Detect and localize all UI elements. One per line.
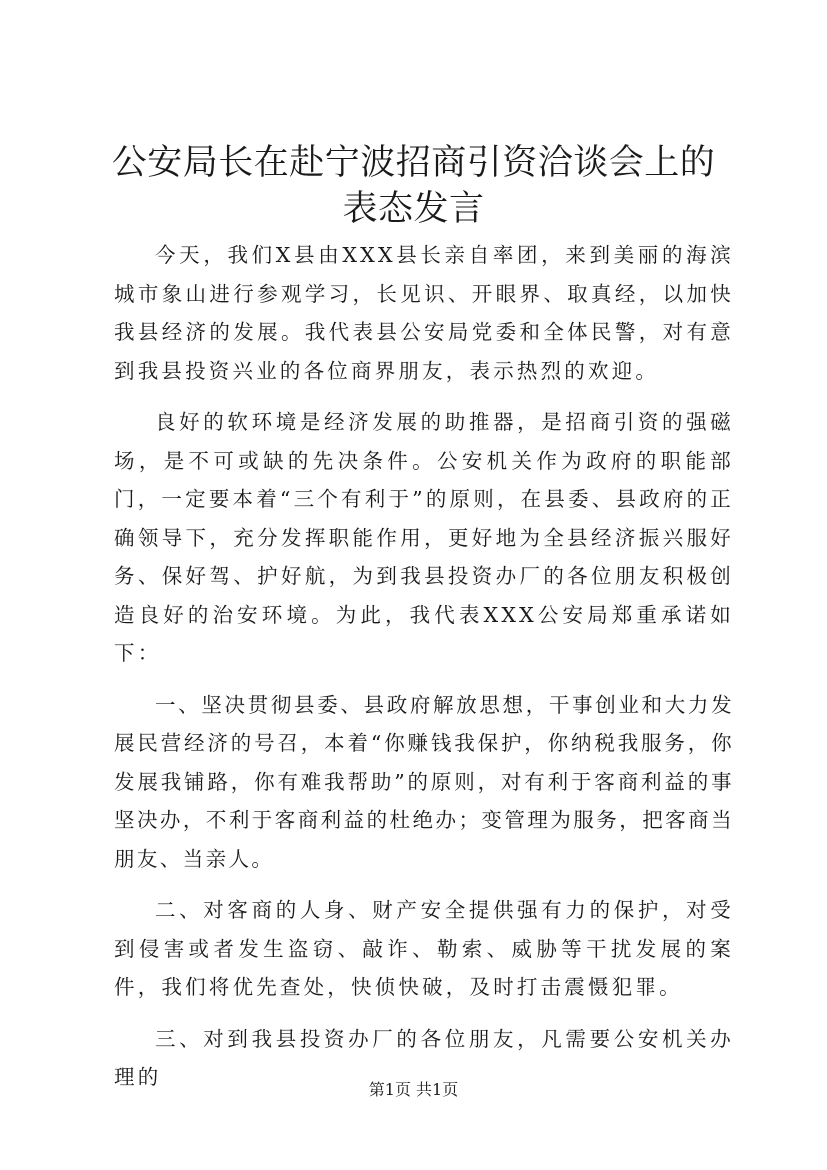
paragraph-commitment-3: 三、对到我县投资办厂的各位朋友，凡需要公安机关办理的 — [114, 1026, 734, 1089]
paragraph-commitment-2: 二、对客商的人身、财产安全提供强有力的保护，对受到侵害或者发生盗窃、敲诈、勒索、威胁等干扰发展的案件，我们将优先查处，快侦快破，及时打击震慑犯罪。 — [114, 898, 734, 999]
document-title: 公安局长在赴宁波招商引资洽谈会上的表态发言 — [111, 143, 716, 229]
document-body — [114, 236, 734, 1110]
paragraph-environment: 良好的软环境是经济发展的助推器，是招商引资的强磁场，是不可或缺的先决条件。公安机关作为政府的职能部门，一定要本着“三个有利于”的原则，在县委、县政府的正确领导下，充分发挥职能作用，更好地为全县经济振兴服好务、保好驾、护好航，为到我县投资办厂的各位朋友积极创造良好的治安环境。为此，我代表XXX公安局郑重承诺如下： — [114, 410, 734, 665]
paragraph-commitment-1: 一、坚决贯彻县委、县政府解放思想，干事创业和大力发展民营经济的号召，本着“你赚钱我保护，你纳税我服务，你发展我铺路，你有难我帮助”的原则，对有利于客商利益的事坚决办，不利于客商利益的杜绝办；变管理为服务，把客商当朋友、当亲人。 — [114, 692, 734, 871]
paragraph-intro: 今天，我们X县由XXX县长亲自率团，来到美丽的海滨城市象山进行参观学习，长见识、开眼界、取真经，以加快我县经济的发展。我代表县公安局党委和全体民警，对有意到我县投资兴业的各位商界朋友，表示热烈的欢迎。 — [114, 243, 734, 383]
page-number-footer: 第1页 共1页 — [368, 1080, 459, 1099]
